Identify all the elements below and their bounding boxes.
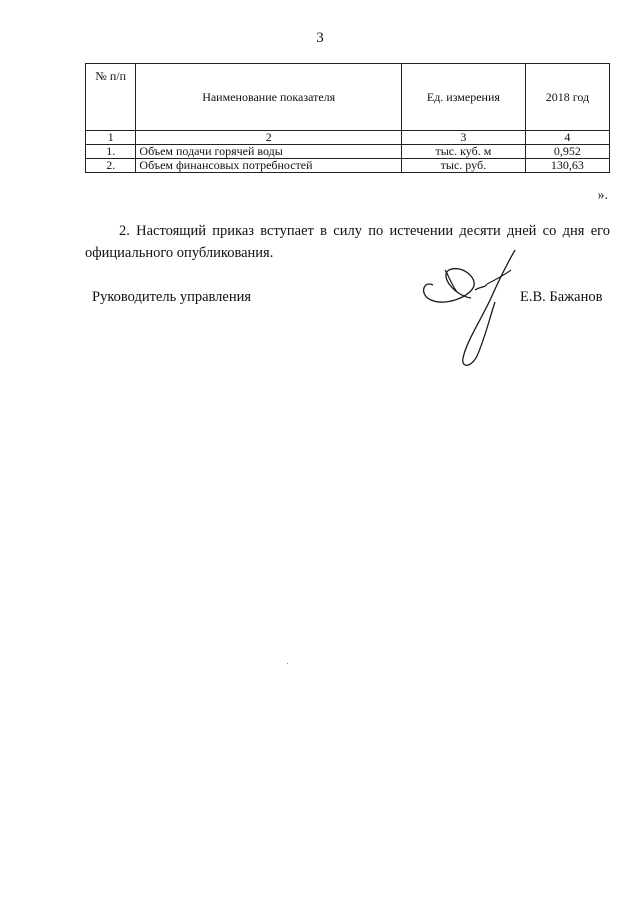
row-value: 130,63 <box>525 159 609 173</box>
header-year: 2018 год <box>525 64 609 131</box>
closing-quote: ». <box>597 188 608 203</box>
order-paragraph: 2. Настоящий приказ вступает в силу по истечении десяти дней со дня его официального опубликования. <box>85 223 610 261</box>
indicators-table <box>85 63 610 173</box>
scan-speck <box>287 663 288 664</box>
header-name: Наименование показателя <box>136 64 402 131</box>
signer-name: Е.В. Бажанов <box>520 289 603 305</box>
row-value: 0,952 <box>525 145 609 159</box>
handwritten-signature <box>415 240 525 375</box>
table-row <box>86 145 610 159</box>
header-unit: Ед. измерения <box>401 64 525 131</box>
row-num: 1. <box>86 145 136 159</box>
column-number: 3 <box>401 131 525 145</box>
table-row <box>86 159 610 173</box>
page-number: 3 <box>316 30 324 46</box>
header-num: № п/п <box>86 64 136 131</box>
row-name: Объем подачи горячей воды <box>136 145 402 159</box>
row-unit: тыс. куб. м <box>401 145 525 159</box>
signature-title: Руководитель управления <box>92 289 252 305</box>
column-number: 2 <box>136 131 402 145</box>
row-unit: тыс. руб. <box>401 159 525 173</box>
column-numbers-row <box>86 131 610 145</box>
table-header-row <box>86 64 610 131</box>
row-num: 2. <box>86 159 136 173</box>
row-name: Объем финансовых потребностей <box>136 159 402 173</box>
column-number: 4 <box>525 131 609 145</box>
column-number: 1 <box>86 131 136 145</box>
